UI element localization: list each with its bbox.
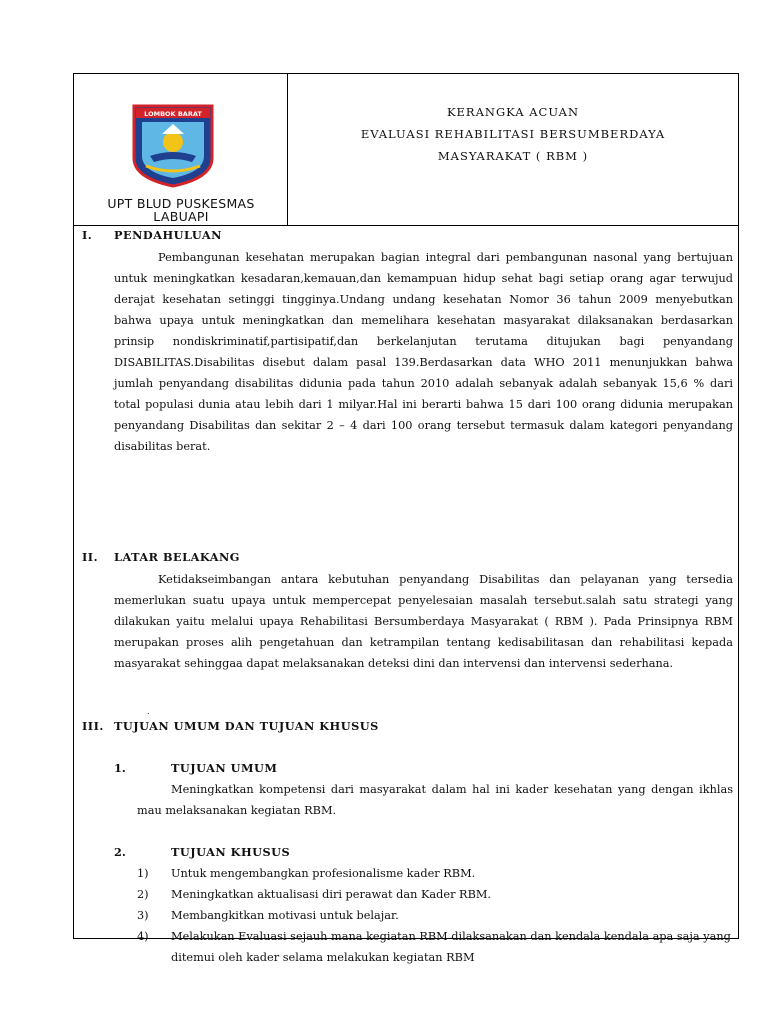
list-item: Untuk mengembangkan profesionalisme kader RBM.	[171, 867, 476, 880]
lombok-barat-emblem-icon	[132, 104, 214, 188]
section-number: II.	[82, 550, 99, 564]
paragraph-tujuan-umum: Meningkatkan kompetensi dari masyarakat dalam hal ini kader kesehatan yang dengan ikhlas mau melaksanakan kegiatan RBM.	[137, 783, 733, 817]
unit-name	[74, 197, 288, 223]
list-item-number: 4)	[137, 930, 149, 943]
document-frame	[73, 73, 739, 964]
emblem-sun	[163, 132, 183, 152]
list-item: Meningkatkan aktualisasi diri perawat dan Kader RBM.	[171, 888, 492, 901]
subsection-number: 2.	[114, 845, 126, 859]
subsection-title-tujuan-khusus: TUJUAN KHUSUS	[171, 845, 291, 859]
list-item-number: 1)	[137, 867, 149, 880]
document-header	[74, 74, 738, 226]
section-title-latar-belakang: LATAR BELAKANG	[114, 550, 240, 564]
logo-cell	[74, 74, 288, 225]
document-title	[288, 74, 738, 225]
list-item-number: 2)	[137, 888, 149, 901]
title-line1: KERANGKA ACUAN	[446, 105, 580, 119]
section-title-tujuan: TUJUAN UMUM DAN TUJUAN KHUSUS	[114, 719, 379, 733]
list-item: Melakukan Evaluasi sejauh mana kegiatan RBM dilaksanakan dan kendala kendala apa saja yang ditemui oleh kader selama melakukan kegiatan RBM	[171, 930, 731, 964]
subsection-title-tujuan-umum: TUJUAN UMUM	[171, 761, 278, 775]
paragraph-pendahuluan: Pembangunan kesehatan merupakan bagian integral dari pembangunan nasonal yang bertujuan untuk meningkatkan kesadaran,kemauan,dan kemampuan hidup sehat bagi setiap orang agar terwujud derajat kesehatan setinggi tingginya.Undang undang kesehatan Nomor 36 tahun 2009 menyebutkan bahwa upaya untuk meningkatkan dan memelihara kesehatan masyarakat dilaksanakan berdasarkan prinsip nondiskriminatif,partisipatif,dan berkelanjutan terutama ditujukan bagi penyandang DISABILITAS.Disabilitas disebut dalam pasal 139.Berdasarkan data WHO 2011 menunjukkan bahwa jumlah penyandang disabilitas didunia pada tahun 2010 adalah sebanyak adalah sebanyak 15,6 % dari total populasi dunia atau lebih dari 1 milyar.Hal ini berarti bahwa 15 dari 100 orang didunia merupakan penyandang Disabilitas dan sekitar 2 – 4 dari 100 orang tersebut termasuk dalam kategori penyandang disabilitas berat.	[114, 251, 733, 453]
section-number: III.	[82, 719, 104, 733]
emblem-banner-text: LOMBOK BARAT	[144, 110, 202, 118]
section-number: I.	[82, 228, 93, 242]
section-title-pendahuluan: PENDAHULUAN	[114, 228, 222, 242]
list-item: Membangkitkan motivasi untuk belajar.	[171, 909, 399, 922]
title-line3: MASYARAKAT ( RBM )	[437, 149, 589, 163]
paragraph-latar-belakang: Ketidakseimbangan antara kebutuhan penyandang Disabilitas dan pelayanan yang tersedia memerlukan suatu upaya untuk mempercepat penyelesaian masalah tersebut.salah satu strategi yang dilakukan yaitu melalui upaya Rehabilitasi Bersumberdaya Masyarakat ( RBM ). Pada Prinsipnya RBM merupakan proses alih pengetahuan dan ketrampilan tentang kedisabilitasan dan rehabilitasi kepada masyarakat sehinggaa dapat melaksanakan deteksi dini dan intervensi dan intervensi sederhana.	[114, 573, 733, 670]
subsection-number: 1.	[114, 761, 126, 775]
unit-name-line2: LABUAPI	[153, 209, 209, 224]
stray-dot: .	[147, 707, 150, 716]
list-item-number: 3)	[137, 909, 149, 922]
unit-name-line1: UPT BLUD PUSKESMAS	[107, 196, 255, 211]
title-line2: EVALUASI REHABILITASI BERSUMBERDAYA	[360, 127, 666, 141]
